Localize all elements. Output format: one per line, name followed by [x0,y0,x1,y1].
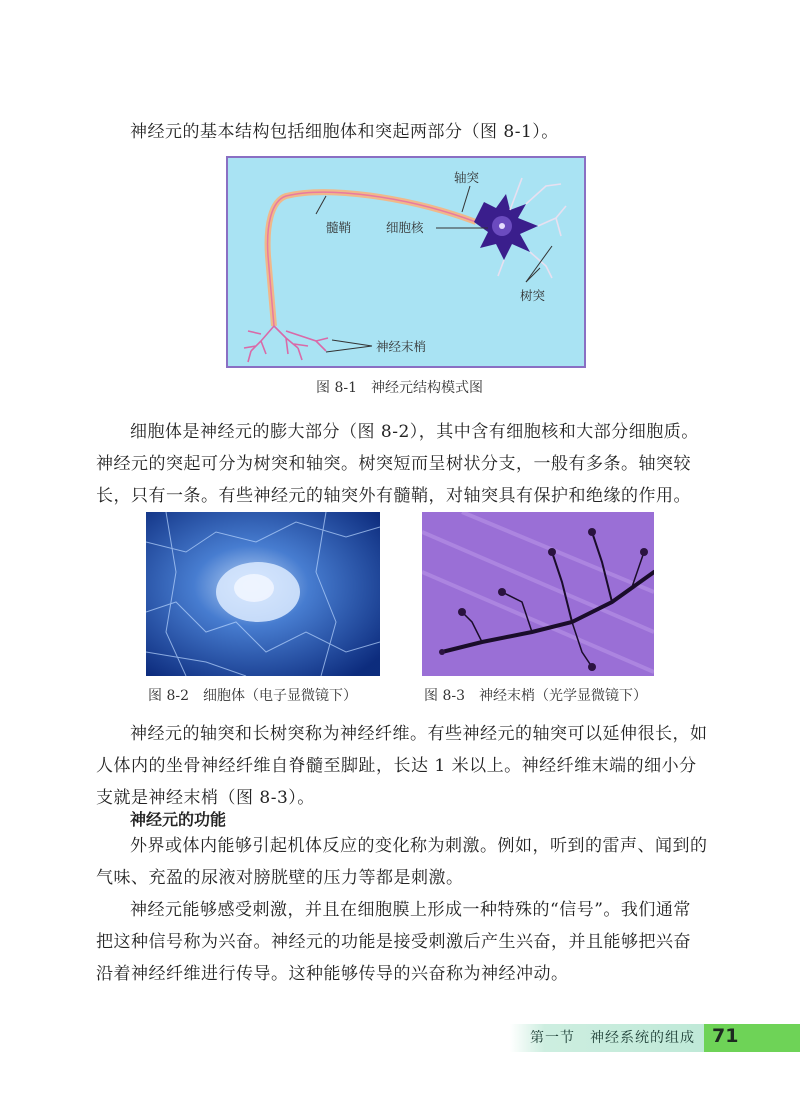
stimulus-paragraph: 外界或体内能够引起机体反应的变化称为刺激。例如，听到的雷声、闻到的气味、充盈的尿液对膀胱壁的压力等都是刺激。 [96,836,708,888]
page-number: 71 [712,1025,739,1047]
neuron-diagram [226,156,586,368]
figure1-caption: 图 8-1 神经元结构模式图 [316,380,483,396]
label-terminal: 神经末梢 [376,339,427,354]
label-dendrite: 树突 [520,288,546,303]
label-nucleus: 细胞核 [386,220,424,235]
cell-body-micrograph [146,512,380,676]
cell-body-paragraph: 细胞体是神经元的膨大部分（图 8-2），其中含有细胞核和大部分细胞质。神经元的突起可分为树突和轴突。树突短而呈树状分支，一般有多条。轴突较长，只有一条。有些神经元的轴突外有髓鞘，对轴突具有保护和绝缘的作用。 [96,422,699,506]
nerve-fiber-paragraph: 神经元的轴突和长树突称为神经纤维。有些神经元的轴突可以延伸很长，如人体内的坐骨神经纤维自脊髓至脚趾，长达 1 米以上。神经纤维末端的细小分支就是神经末梢（图 8-3）。 [96,724,708,808]
intro-paragraph: 神经元的基本结构包括细胞体和突起两部分（图 8-1）。 [130,122,559,142]
section-heading: 神经元的功能 [130,810,227,829]
page-number-box [704,1024,800,1052]
figure3-caption: 图 8-3 神经末梢（光学显微镜下） [424,688,647,704]
label-myelin: 髓鞘 [326,220,352,235]
function-paragraph: 神经元能够感受刺激，并且在细胞膜上形成一种特殊的“信号”。我们通常把这种信号称为兴奋。神经元的功能是接受刺激后产生兴奋，并且能够把兴奋沿着神经纤维进行传导。这种能够传导的兴奋称为神经冲动。 [96,900,691,984]
diagram-background [227,157,585,367]
footer-section: 第一节 神经系统的组成 [530,1030,695,1046]
label-axon: 轴突 [454,170,480,185]
figure2-caption: 图 8-2 细胞体（电子显微镜下） [148,688,357,704]
nerve-ending-micrograph [422,512,654,676]
